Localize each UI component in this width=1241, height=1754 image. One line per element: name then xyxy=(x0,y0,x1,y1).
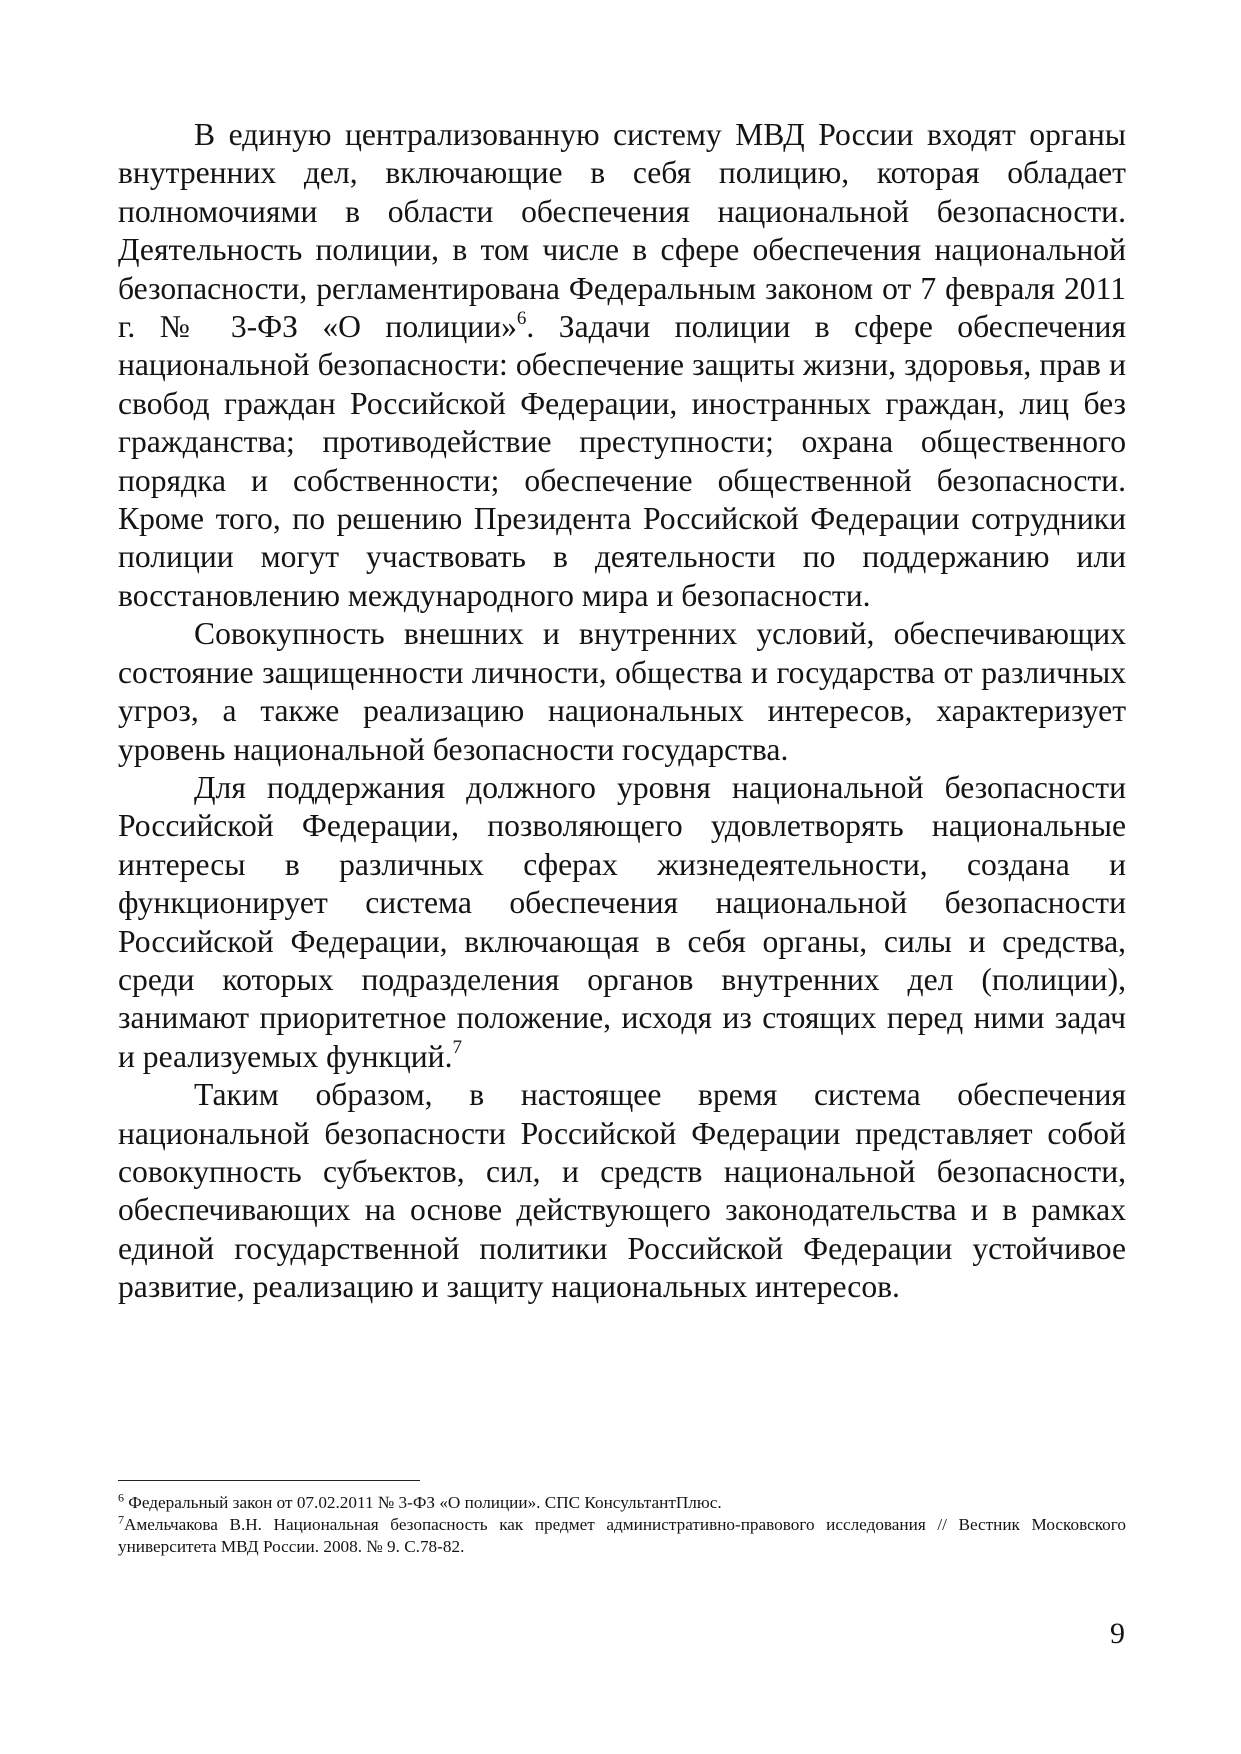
paragraph-3 xyxy=(118,769,1126,1076)
page-number: 9 xyxy=(1110,1617,1125,1650)
footnote-ref-6[interactable]: 6 xyxy=(516,307,527,329)
footnote-number: 7 xyxy=(118,1512,124,1527)
footnote-6 xyxy=(118,1492,1126,1514)
footnote-text: Федеральный закон от 07.02.2011 № 3-ФЗ «О полиции». СПС КонсультантПлюс. xyxy=(124,1493,722,1512)
paragraph-3-text: Для поддержания должного уровня национальной безопасности Российской Федерации, позволяющего удовлетворять национальные интересы в различных сферах жизнедеятельности, создана и функционирует система обеспечения национальной безопасности Российской Федерации, включающая в себя органы, силы и средства, среди которых подразделения органов внутренних дел (полиции), занимают приоритетное положение, исходя из стоящих перед ними задач и реализуемых функций. xyxy=(118,769,1126,1074)
footnote-number: 6 xyxy=(118,1490,124,1505)
paragraph-2: Совокупность внешних и внутренних условий, обеспечивающих состояние защищенности личности, общества и государства от различных угроз, а также реализацию национальных интересов, характеризует уровень национальной безопасности государства. xyxy=(118,616,1126,767)
paragraph-1 xyxy=(118,116,1126,615)
footnote-text: Амельчакова В.Н. Национальная безопасность как предмет административно-правового исследования // Вестник Московского университета МВД России. 2008. № 9. С.78-82. xyxy=(118,1515,1126,1556)
paragraph-4: Таким образом, в настоящее время система обеспечения национальной безопасности Российской Федерации представляет собой совокупность субъектов, сил, и средств национальной безопасности, обеспечивающих на основе действующего законодательства и в рамках единой государственной политики Российской Федерации устойчивое развитие, реализацию и защиту национальных интересов. xyxy=(118,1077,1126,1305)
footnote-ref-7[interactable]: 7 xyxy=(452,1037,462,1059)
body-text xyxy=(118,116,1126,1307)
paragraph-1-text-continued: . Задачи полиции в сфере обеспечения национальной безопасности: обеспечение защиты жизни, здоровья, прав и свобод граждан Российской Федерации, иностранных граждан, лиц без гражданства; противодействие преступности; охрана общественного порядка и собственности; обеспечение общественной безопасности. Кроме того, по решению Президента Российской Федерации сотрудники полиции могут участвовать в деятельности по поддержанию или восстановлению международного мира и безопасности. xyxy=(118,309,1126,613)
paragraph-1-text: В единую централизованную систему МВД России входят органы внутренних дел, включающие в себя полицию, которая обладает полномочиями в области обеспечения национальной безопасности. Деятельность полиции, в том числе в сфере обеспечения национальной безопасности, регламентирована Федеральным законом от 7 февраля 2011 г. № 3-ФЗ «О полиции» xyxy=(118,117,1126,345)
footnote-7 xyxy=(118,1514,1126,1558)
footnote-separator xyxy=(118,1480,420,1481)
footnotes xyxy=(118,1492,1126,1558)
